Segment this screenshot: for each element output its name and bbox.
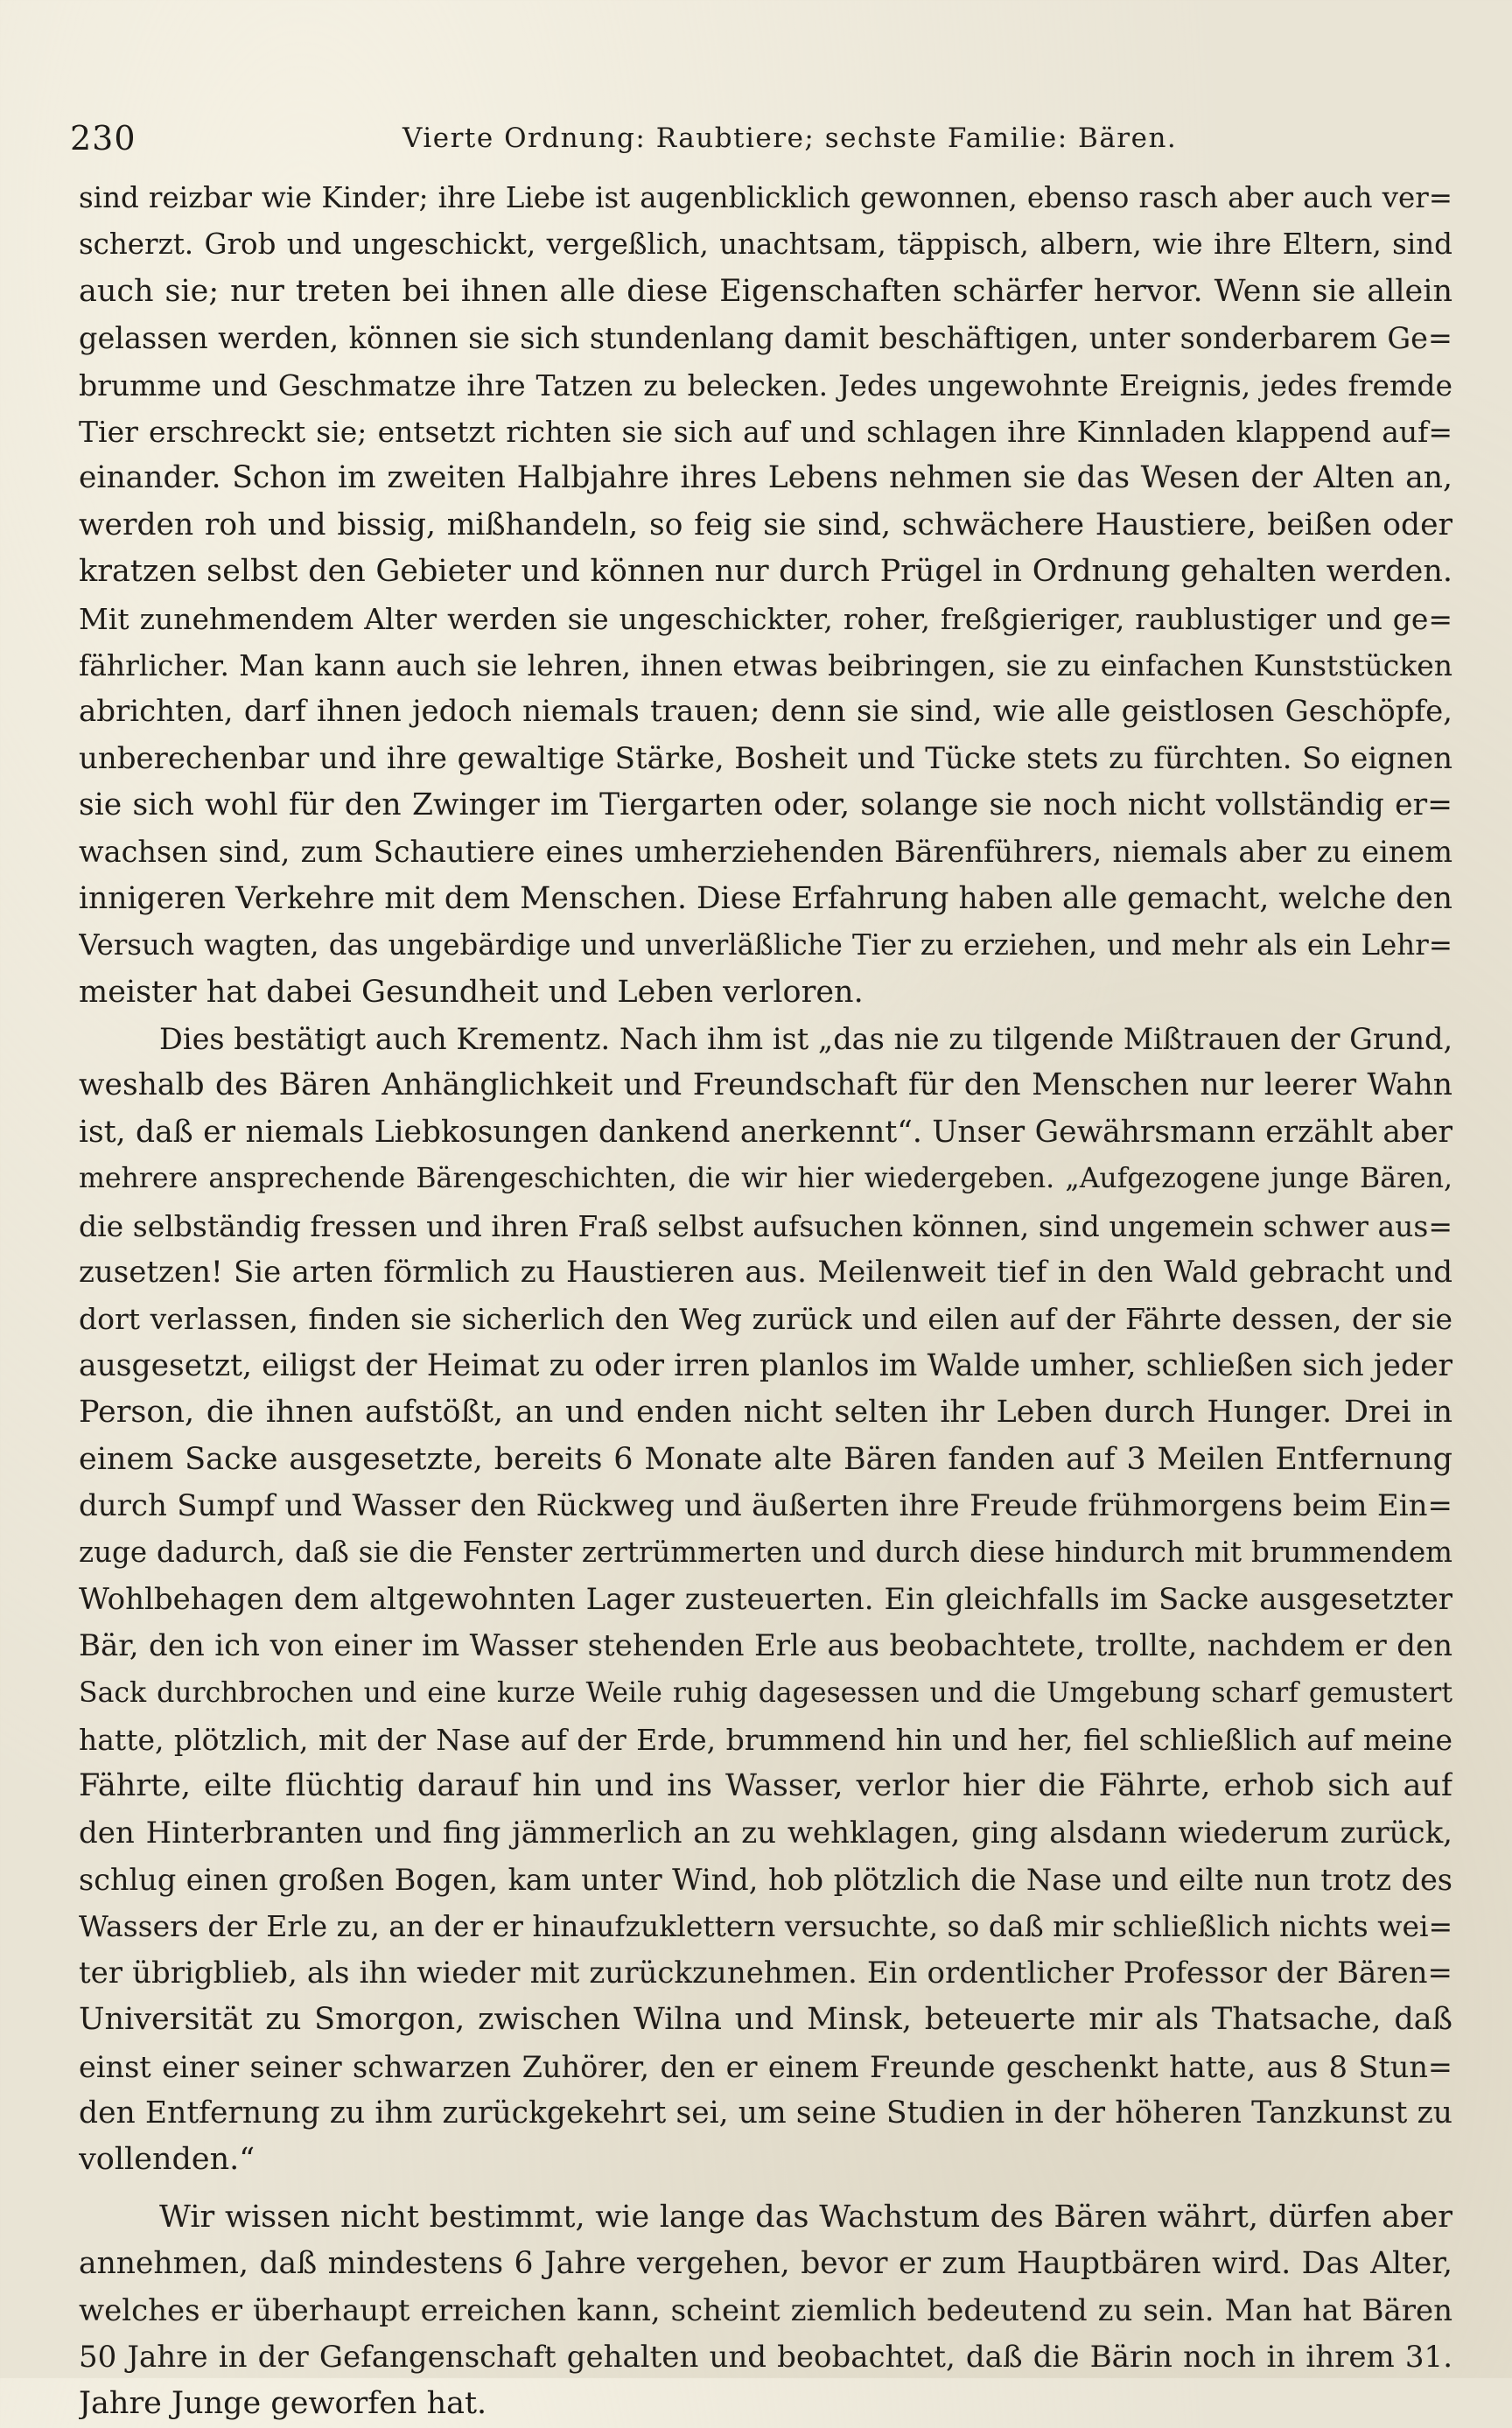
text-line: Wassers der Erle zu, an der er hinaufzuklettern versuchte, so daß mir schließlich nichts wei= — [79, 1909, 1452, 1944]
text-line: den Hinterbranten und fing jämmerlich an zu wehklagen, ging alsdann wiederum zurück, — [79, 1815, 1452, 1851]
text-line: Versuch wagten, das ungebärdige und unverläßliche Tier zu erziehen, und mehr als ein Lehr= — [79, 928, 1452, 962]
text-line: Sack durchbrochen und eine kurze Weile ruhig dagesessen und die Umgebung scharf gemustert — [79, 1676, 1452, 1709]
paragraph — [79, 175, 1452, 1016]
text-line: werden roh und bissig, mißhandeln, so feig sie sind, schwächere Haustiere, beißen oder — [79, 507, 1452, 542]
text-line: einst einer seiner schwarzen Zuhörer, den er einem Freunde geschenkt hatte, aus 8 Stun= — [79, 2049, 1452, 2084]
text-line: Tier erschreckt sie; entsetzt richten sie sich auf und schlagen ihre Kinnladen klappend auf= — [79, 414, 1452, 449]
text-line: wachsen sind, zum Schautiere eines umherziehenden Bärenführers, niemals aber zu einem — [79, 835, 1452, 870]
text-line: den Entfernung zu ihm zurückgekehrt sei, um seine Studien in der höheren Tanzkunst zu — [79, 2096, 1452, 2131]
paragraph-gap — [79, 2184, 1452, 2194]
text-line: einem Sacke ausgesetzte, bereits 6 Monate alte Bären fanden auf 3 Meilen Entfernung — [79, 1441, 1452, 1477]
text-line: fährlicher. Man kann auch sie lehren, ihnen etwas beibringen, sie zu einfachen Kunststücken — [79, 647, 1452, 682]
text-line: Dies bestätigt auch Krementz. Nach ihm ist „das nie zu tilgende Mißtrauen der Grund, — [159, 1022, 1452, 1057]
text-line: Bär, den ich von einer im Wasser stehenden Erle aus beobachtete, trollte, nachdem er den — [79, 1628, 1452, 1664]
text-line: sind reizbar wie Kinder; ihre Liebe ist augenblicklich gewonnen, ebenso rasch aber auch ver= — [79, 181, 1452, 214]
text-line: Wir wissen nicht bestimmt, wie lange das Wachstum des Bären währt, dürfen aber — [159, 2199, 1452, 2235]
text-line: mehrere ansprechende Bärengeschichten, die wir hier wiedergeben. „Aufgezogene junge Bären, — [79, 1163, 1452, 1195]
text-line: kratzen selbst den Gebieter und können nur durch Prügel in Ordnung gehalten werden. — [79, 554, 1452, 590]
body-text — [79, 175, 1452, 2428]
text-line: schlug einen großen Bogen, kam unter Wind, hob plötzlich die Nase und eilte nun trotz des — [79, 1863, 1452, 1898]
text-line: sie sich wohl für den Zwinger im Tiergarten oder, solange sie noch nicht vollständig er= — [79, 787, 1452, 823]
text-line: dort verlassen, finden sie sicherlich den Weg zurück und eilen auf der Fährte dessen, der sie — [79, 1302, 1452, 1337]
page-number: 230 — [70, 119, 136, 157]
text-line: brumme und Geschmatze ihre Tatzen zu belecken. Jedes ungewohnte Ereignis, jedes fremde — [79, 367, 1452, 402]
paragraph — [79, 2194, 1452, 2428]
text-line: meister hat dabei Gesundheit und Leben verloren. — [79, 974, 864, 1010]
text-line: scherzt. Grob und ungeschickt, vergeßlich, unachtsam, täppisch, albern, wie ihre Eltern, sind — [79, 227, 1452, 262]
text-line: hatte, plötzlich, mit der Nase auf der Erde, brummend hin und her, fiel schließlich auf meine — [79, 1722, 1452, 1757]
text-line: zuge dadurch, daß sie die Fenster zertrümmerten und durch diese hindurch mit brummendem — [79, 1536, 1452, 1570]
text-line: 50 Jahre in der Gefangenschaft gehalten und beobachtet, daß die Bärin noch in ihrem 31. — [79, 2339, 1452, 2375]
running-head — [70, 112, 1452, 164]
text-line: gelassen werden, können sie sich stundenlang damit beschäftigen, unter sonderbarem Ge= — [79, 321, 1452, 356]
text-line: ausgesetzt, eiligst der Heimat zu oder irren planlos im Walde umher, schließen sich jeder — [79, 1347, 1452, 1383]
running-head-title: Vierte Ordnung: Raubtiere; sechste Familie: Bären. — [402, 122, 1178, 154]
text-line: innigeren Verkehre mit dem Menschen. Diese Erfahrung haben alle gemacht, welche den — [79, 880, 1452, 916]
text-line: Person, die ihnen aufstößt, an und enden nicht selten ihr Leben durch Hunger. Drei in — [79, 1395, 1452, 1431]
text-line: die selbständig fressen und ihren Fraß selbst aufsuchen können, sind ungemein schwer aus= — [79, 1208, 1452, 1243]
text-line: vollenden.“ — [79, 2142, 256, 2178]
text-line: durch Sumpf und Wasser den Rückweg und äußerten ihre Freude frühmorgens beim Ein= — [79, 1487, 1452, 1523]
text-line: annehmen, daß mindestens 6 Jahre vergehen, bevor er zum Hauptbären wird. Das Alter, — [79, 2246, 1452, 2282]
text-line: auch sie; nur treten bei ihnen alle diese Eigenschaften schärfer hervor. Wenn sie allein — [79, 273, 1452, 309]
text-line: zusetzen! Sie arten förmlich zu Haustieren aus. Meilenweit tief in den Wald gebracht und — [79, 1254, 1452, 1290]
text-line: ter übrigblieb, als ihn wieder mit zurückzunehmen. Ein ordentlicher Professor der Bären= — [79, 1955, 1452, 1991]
text-line: Fährte, eilte flüchtig darauf hin und ins Wasser, verlor hier die Fährte, erhob sich auf — [79, 1768, 1452, 1804]
text-line: einander. Schon im zweiten Halbjahre ihres Lebens nehmen sie das Wesen der Alten an, — [79, 460, 1452, 496]
text-line: Wohlbehagen dem altgewohnten Lager zusteuerten. Ein gleichfalls im Sacke ausgesetzter — [79, 1581, 1452, 1617]
text-line: abrichten, darf ihnen jedoch niemals trauen; denn sie sind, wie alle geistlosen Geschöpfe, — [79, 694, 1452, 730]
text-line: Universität zu Smorgon, zwischen Wilna und Minsk, beteuerte mir als Thatsache, daß — [79, 2002, 1452, 2038]
text-line: Jahre Junge geworfen hat. — [79, 2386, 487, 2422]
text-line: welches er überhaupt erreichen kann, scheint ziemlich bedeutend zu sein. Man hat Bären — [79, 2292, 1452, 2328]
paragraph — [79, 1016, 1452, 2184]
text-line: Mit zunehmendem Alter werden sie ungeschickter, roher, freßgieriger, raublustiger und ge= — [79, 601, 1452, 636]
text-line: unberechenbar und ihre gewaltige Stärke, Bosheit und Tücke stets zu fürchten. So eignen — [79, 740, 1452, 776]
text-line: ist, daß er niemals Liebkosungen dankend anerkennt“. Unser Gewährsmann erzählt aber — [79, 1114, 1452, 1150]
text-line: weshalb des Bären Anhänglichkeit und Freundschaft für den Menschen nur leerer Wahn — [79, 1067, 1452, 1103]
